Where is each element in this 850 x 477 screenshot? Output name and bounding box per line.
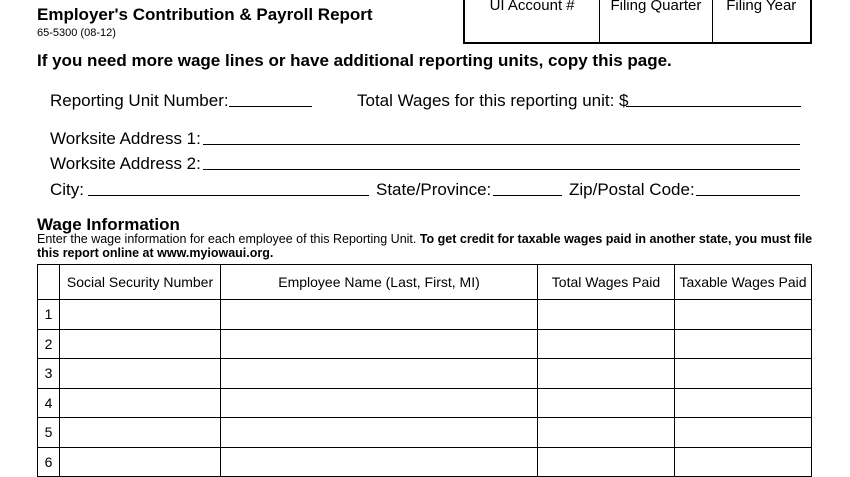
ssn-cell[interactable] — [60, 418, 221, 448]
row-number: 3 — [38, 359, 60, 389]
state-province-label: State/Province: — [376, 180, 492, 199]
ui-account-label: UI Account # — [489, 0, 575, 14]
row-number: 6 — [38, 447, 60, 477]
zip-postal-code-field[interactable] — [696, 195, 800, 196]
employee-name-cell[interactable] — [221, 447, 538, 477]
wage-table-header-row — [38, 265, 812, 300]
employee-name-cell[interactable] — [221, 300, 538, 330]
worksite-address-1-label: Worksite Address 1: — [50, 129, 201, 148]
total-wages-paid-header: Total Wages Paid — [538, 265, 675, 300]
reporting-unit-number-field[interactable] — [229, 106, 312, 107]
row-number-header — [38, 265, 60, 300]
filing-year-box[interactable] — [713, 0, 810, 42]
worksite-address-1-field[interactable] — [203, 144, 800, 145]
total-wages-paid-cell[interactable] — [538, 418, 675, 448]
total-wages-paid-cell[interactable] — [538, 359, 675, 389]
employee-name-cell[interactable] — [221, 388, 538, 418]
wage-table — [37, 264, 812, 477]
row-number: 2 — [38, 329, 60, 359]
ssn-cell[interactable] — [60, 388, 221, 418]
taxable-wages-paid-cell[interactable] — [675, 447, 812, 477]
table-row — [38, 447, 812, 477]
table-row — [38, 300, 812, 330]
total-wages-paid-cell[interactable] — [538, 300, 675, 330]
total-wages-field[interactable] — [626, 106, 801, 107]
taxable-wages-paid-cell[interactable] — [675, 418, 812, 448]
ssn-cell[interactable] — [60, 329, 221, 359]
table-row — [38, 359, 812, 389]
copy-instruction: If you need more wage lines or have additional reporting units, copy this page. — [37, 51, 672, 70]
filing-quarter-box[interactable] — [600, 0, 712, 42]
form-number: 65-5300 (08-12) — [37, 27, 116, 39]
employee-name-header: Employee Name (Last, First, MI) — [221, 265, 538, 300]
form-title: Employer's Contribution & Payroll Report — [37, 5, 373, 24]
row-number: 1 — [38, 300, 60, 330]
row-number: 5 — [38, 418, 60, 448]
taxable-wages-paid-cell[interactable] — [675, 388, 812, 418]
employee-name-cell[interactable] — [221, 418, 538, 448]
taxable-wages-paid-cell[interactable] — [675, 329, 812, 359]
ui-account-box[interactable] — [465, 0, 600, 42]
total-wages-label: Total Wages for this reporting unit: $ — [357, 91, 629, 110]
table-row — [38, 388, 812, 418]
ssn-cell[interactable] — [60, 300, 221, 330]
city-label: City: — [50, 180, 84, 199]
total-wages-paid-cell[interactable] — [538, 329, 675, 359]
employee-name-cell[interactable] — [221, 329, 538, 359]
header-boxes — [463, 0, 812, 44]
worksite-address-2-label: Worksite Address 2: — [50, 154, 201, 173]
wage-instructions-plain: Enter the wage information for each employee of this Reporting Unit. — [37, 232, 420, 246]
employee-name-cell[interactable] — [221, 359, 538, 389]
taxable-wages-paid-cell[interactable] — [675, 359, 812, 389]
ssn-cell[interactable] — [60, 447, 221, 477]
taxable-wages-paid-header: Taxable Wages Paid — [675, 265, 812, 300]
city-field[interactable] — [88, 195, 369, 196]
ssn-header: Social Security Number — [60, 265, 221, 300]
total-wages-paid-cell[interactable] — [538, 388, 675, 418]
wage-instructions — [37, 232, 827, 260]
table-row — [38, 329, 812, 359]
total-wages-paid-cell[interactable] — [538, 447, 675, 477]
taxable-wages-paid-cell[interactable] — [675, 300, 812, 330]
filing-year-label: Filing Year — [726, 0, 797, 14]
state-province-field[interactable] — [493, 195, 562, 196]
zip-postal-code-label: Zip/Postal Code: — [569, 180, 695, 199]
filing-quarter-label: Filing Quarter — [610, 0, 702, 14]
worksite-address-2-field[interactable] — [203, 169, 800, 170]
row-number: 4 — [38, 388, 60, 418]
wage-instructions-bold: To get credit for taxable wages paid in another state, you must file this report online at www.myiowaui.org. — [37, 232, 813, 260]
wage-information-heading: Wage Information — [37, 215, 180, 234]
reporting-unit-number-label: Reporting Unit Number: — [50, 91, 229, 110]
ssn-cell[interactable] — [60, 359, 221, 389]
table-row — [38, 418, 812, 448]
